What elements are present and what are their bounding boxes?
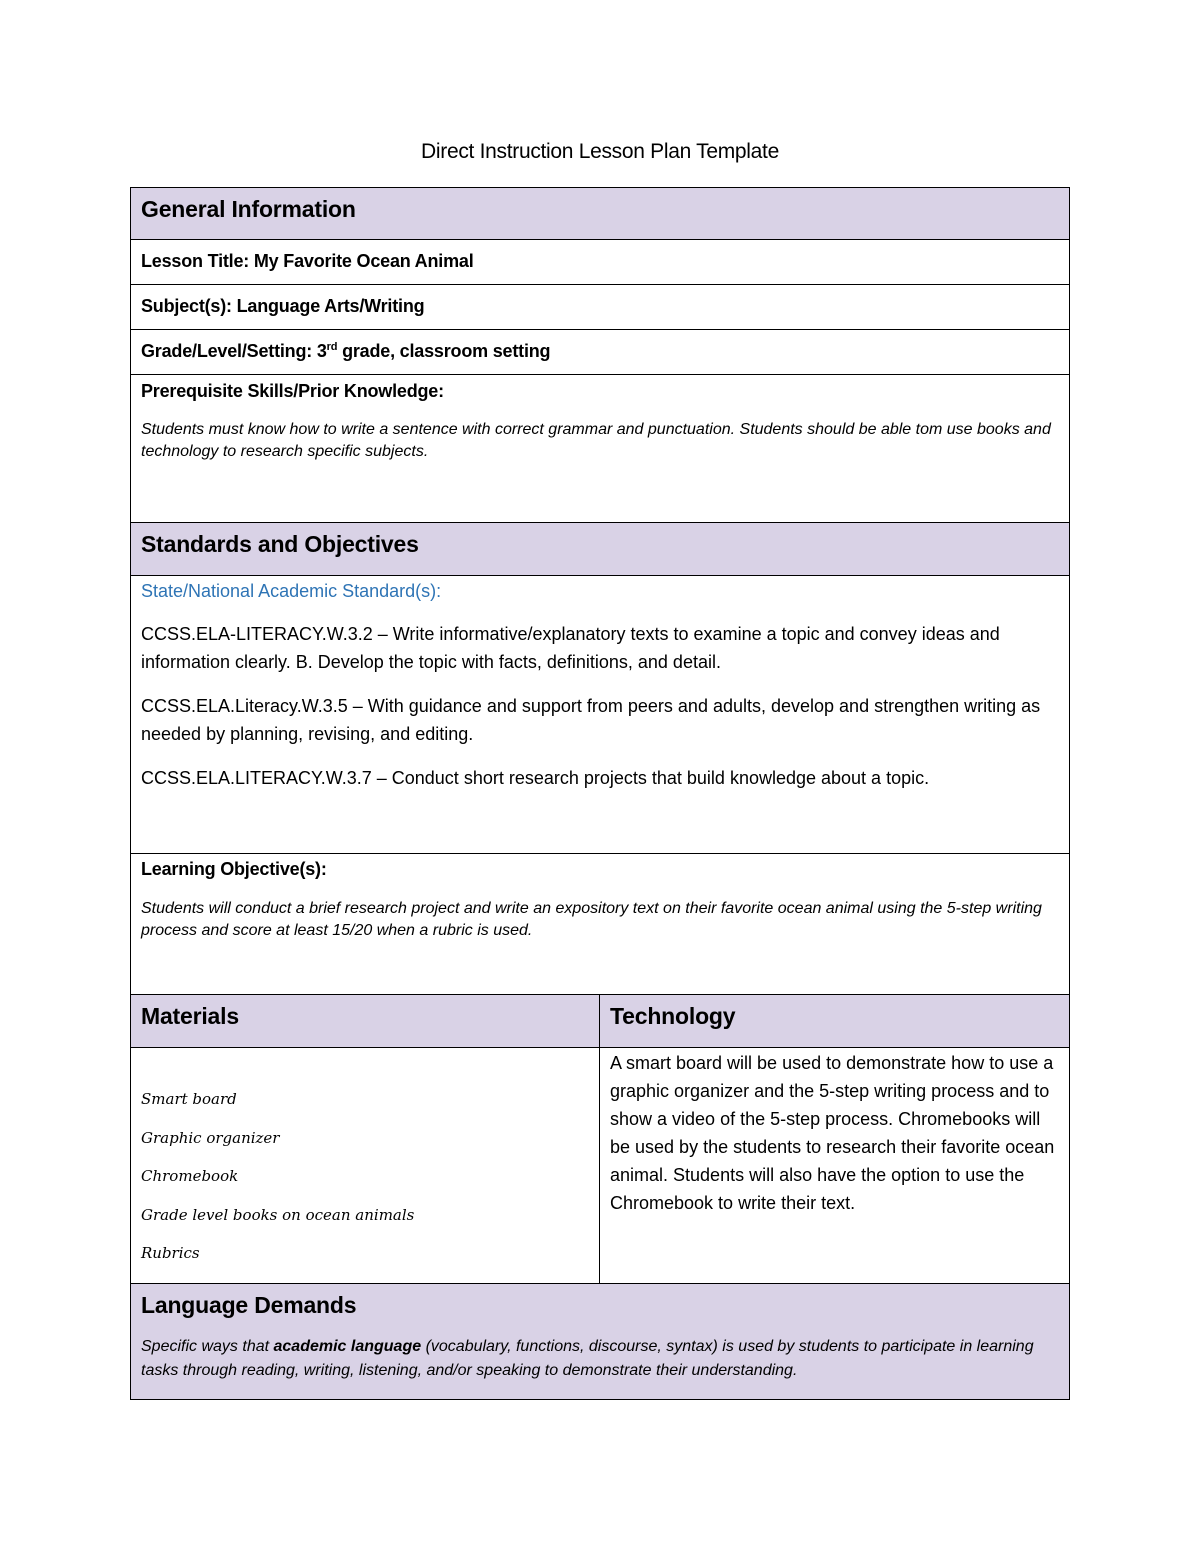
standards-row <box>130 576 1070 854</box>
language-demands-heading: Language Demands <box>141 1292 357 1318</box>
language-demands-row <box>130 1284 1070 1400</box>
standards-heading: Standards and Objectives <box>141 531 419 557</box>
list-item: Rubrics <box>141 1244 200 1262</box>
standards-header <box>130 523 1070 576</box>
materials-technology-row <box>130 1048 1070 1284</box>
materials-list <box>131 1048 600 1283</box>
prerequisite-text: Students must know how to write a sentence with correct grammar and punctuation. Students should be able tom use books and technology to research specific subjects. <box>141 421 1051 460</box>
materials-technology-header <box>130 995 1070 1048</box>
subjects-row <box>130 285 1070 330</box>
document-title: Direct Instruction Lesson Plan Template <box>421 140 779 163</box>
technology-text: A smart board will be used to demonstrate how to use a graphic organizer and the 5-step writing process and to show a video of the 5-step process. Chromebooks will be used by the students to research their favorite ocean animal. Students will also have the option to use the Chromebook to write their text. <box>610 1053 1055 1213</box>
technology-heading: Technology <box>610 1003 736 1029</box>
objective-row <box>130 854 1070 995</box>
technology-cell <box>600 1048 1069 1283</box>
standard-item: CCSS.ELA.Literacy.W.3.5 – With guidance and support from peers and adults, develop and strengthen writing as needed by planning, revising, and editing. <box>141 696 1041 744</box>
prerequisite-row <box>130 375 1070 523</box>
general-information-heading: General Information <box>141 196 356 222</box>
standard-item: CCSS.ELA.LITERACY.W.3.7 – Conduct short research projects that build knowledge about a topic. <box>141 768 930 788</box>
prerequisite-label: Prerequisite Skills/Prior Knowledge: <box>141 381 444 401</box>
objective-label: Learning Objective(s): <box>141 859 327 879</box>
materials-header-cell <box>131 995 600 1047</box>
list-item: Chromebook <box>141 1167 239 1185</box>
grade-level-setting: Grade/Level/Setting: 3rd grade, classroom setting <box>141 341 551 361</box>
subjects: Subject(s): Language Arts/Writing <box>141 296 425 316</box>
standard-item: CCSS.ELA-LITERACY.W.3.2 – Write informative/explanatory texts to examine a topic and convey ideas and information clearly. B. Develop the topic with facts, definitions, and detail. <box>141 624 1000 672</box>
technology-header-cell <box>600 995 1069 1047</box>
list-item: Graphic organizer <box>141 1129 280 1147</box>
standards-label: State/National Academic Standard(s): <box>141 581 442 601</box>
objective-text: Students will conduct a brief research project and write an expository text on their favorite ocean animal using the 5-step writing process and score at least 15/20 when a rubric is used. <box>141 900 1042 939</box>
lesson-title-row <box>130 240 1070 285</box>
list-item: Grade level books on ocean animals <box>141 1206 415 1224</box>
language-demands-text: Specific ways that academic language (vocabulary, functions, discourse, syntax) is used by students to participate in learning tasks through reading, writing, listening, and/or speaking to demonstrate their understanding. <box>141 1338 1034 1379</box>
materials-heading: Materials <box>141 1003 239 1029</box>
general-information-header <box>130 187 1070 240</box>
lesson-plan-table <box>130 187 1070 1400</box>
list-item: Smart board <box>141 1090 237 1108</box>
grade-row <box>130 330 1070 375</box>
lesson-title: Lesson Title: My Favorite Ocean Animal <box>141 251 474 271</box>
